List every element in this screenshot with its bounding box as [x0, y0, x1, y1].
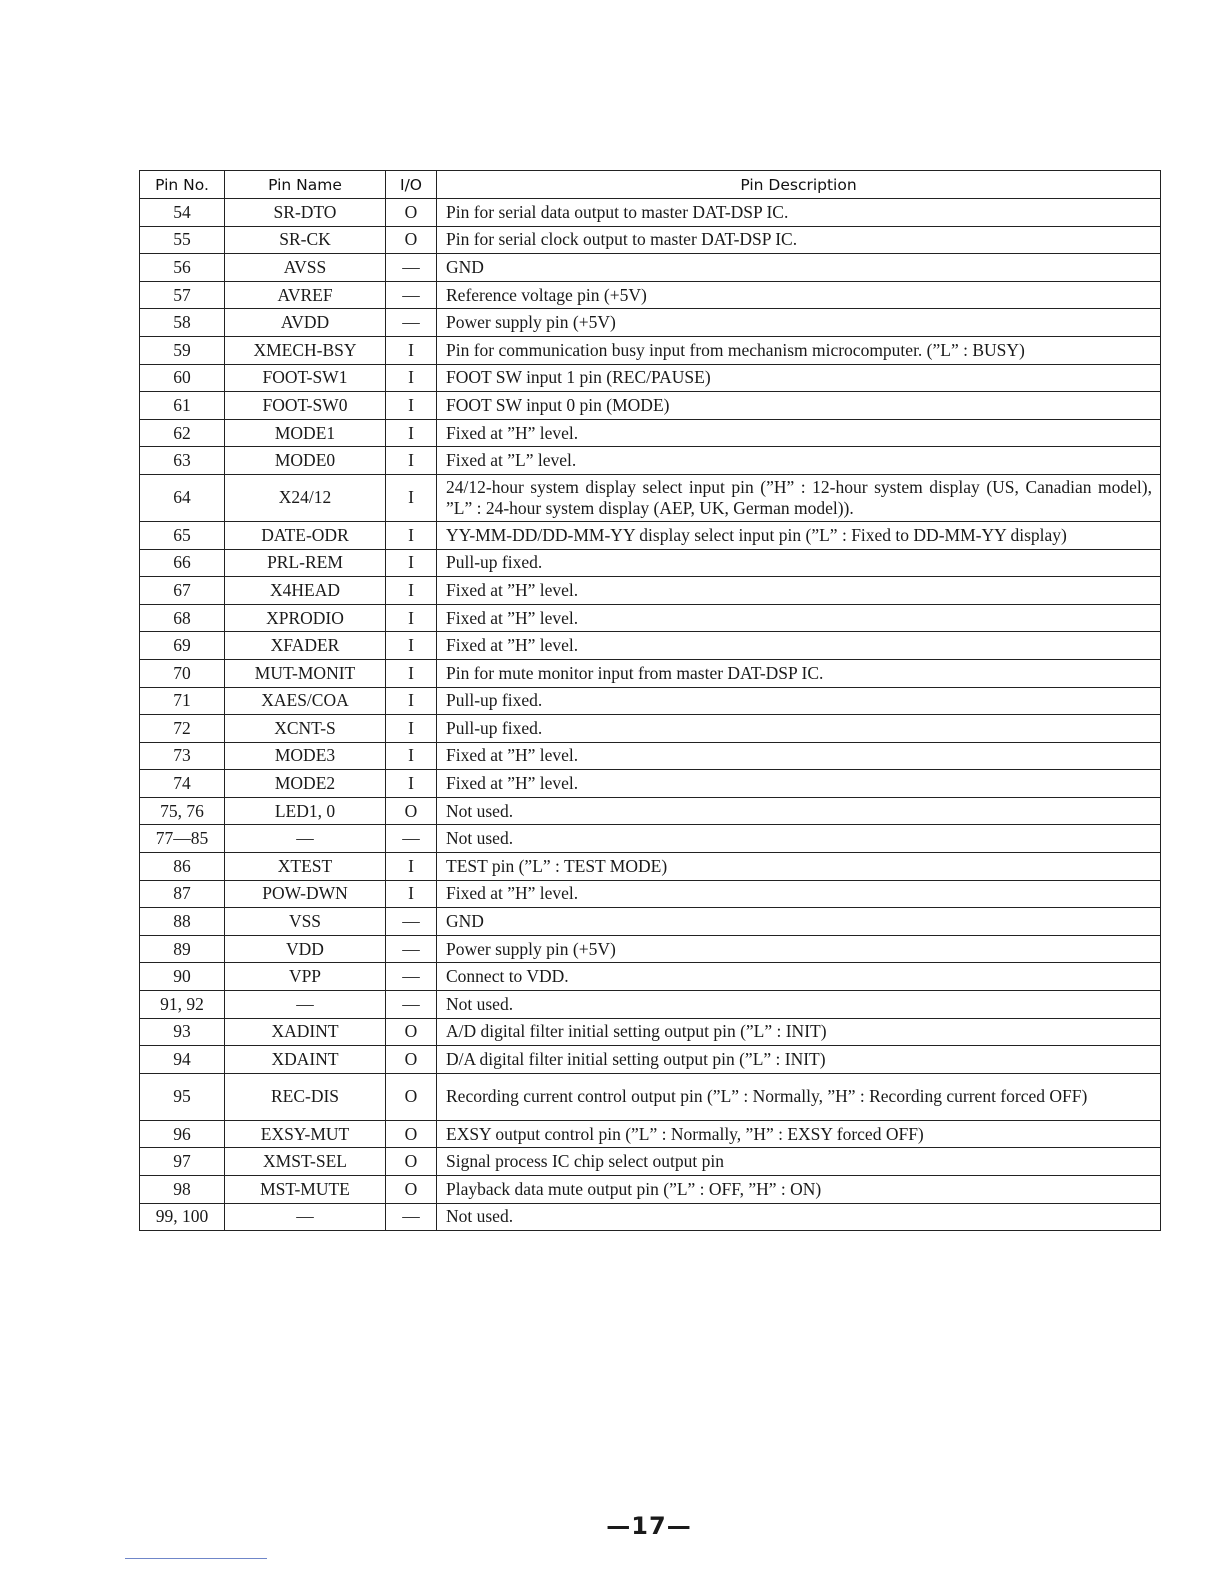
pin-no-cell: 65: [140, 521, 225, 549]
pin-no-cell: 72: [140, 715, 225, 743]
io-cell: I: [386, 364, 437, 392]
io-cell: I: [386, 687, 437, 715]
io-cell: O: [386, 1018, 437, 1046]
pin-no-cell: 91, 92: [140, 991, 225, 1019]
pin-name-cell: XADINT: [225, 1018, 386, 1046]
pin-no-cell: 87: [140, 880, 225, 908]
io-cell: —: [386, 1203, 437, 1231]
io-cell: O: [386, 1120, 437, 1148]
pin-no-cell: 98: [140, 1176, 225, 1204]
table-row: [140, 392, 1161, 420]
pin-no-cell: 67: [140, 577, 225, 605]
pin-no-cell: 99, 100: [140, 1203, 225, 1231]
pin-description-cell: Fixed at ”H” level.: [437, 632, 1161, 660]
table-row: [140, 908, 1161, 936]
pin-name-cell: X4HEAD: [225, 577, 386, 605]
pin-description-cell: Fixed at ”H” level.: [437, 604, 1161, 632]
table-row: [140, 1046, 1161, 1074]
pin-description-cell: D/A digital filter initial setting output pin (”L” : INIT): [437, 1046, 1161, 1074]
pin-name-cell: EXSY-MUT: [225, 1120, 386, 1148]
pin-description-cell: GND: [437, 254, 1161, 282]
pin-no-cell: 86: [140, 853, 225, 881]
io-cell: I: [386, 880, 437, 908]
pin-no-cell: 69: [140, 632, 225, 660]
pin-description-cell: YY-MM-DD/DD-MM-YY display select input pin (”L” : Fixed to DD-MM-YY display): [437, 521, 1161, 549]
pin-name-cell: VDD: [225, 935, 386, 963]
pin-name-cell: XTEST: [225, 853, 386, 881]
pin-name-cell: SR-CK: [225, 226, 386, 254]
pin-no-cell: 64: [140, 474, 225, 521]
table-row: [140, 853, 1161, 881]
table-row: [140, 1176, 1161, 1204]
pin-name-cell: XMECH-BSY: [225, 336, 386, 364]
pin-description-cell: Pin for serial data output to master DAT-DSP IC.: [437, 199, 1161, 227]
table-row: [140, 742, 1161, 770]
pin-name-cell: —: [225, 1203, 386, 1231]
io-cell: I: [386, 770, 437, 798]
pin-no-cell: 56: [140, 254, 225, 282]
io-cell: I: [386, 604, 437, 632]
io-cell: —: [386, 908, 437, 936]
pin-name-cell: AVDD: [225, 309, 386, 337]
pin-no-cell: 66: [140, 549, 225, 577]
pin-description-cell: Fixed at ”H” level.: [437, 880, 1161, 908]
pin-name-cell: MODE3: [225, 742, 386, 770]
pin-name-cell: XFADER: [225, 632, 386, 660]
io-cell: I: [386, 659, 437, 687]
io-cell: I: [386, 549, 437, 577]
header-pin-description: Pin Description: [437, 171, 1161, 199]
io-cell: O: [386, 797, 437, 825]
pin-description-cell: Fixed at ”H” level.: [437, 577, 1161, 605]
table-row: [140, 1148, 1161, 1176]
table-row: [140, 880, 1161, 908]
io-cell: —: [386, 309, 437, 337]
pin-name-cell: MST-MUTE: [225, 1176, 386, 1204]
pin-no-cell: 58: [140, 309, 225, 337]
pin-no-cell: 89: [140, 935, 225, 963]
pin-name-cell: FOOT-SW0: [225, 392, 386, 420]
pin-name-cell: X24/12: [225, 474, 386, 521]
table-row: [140, 226, 1161, 254]
pin-no-cell: 94: [140, 1046, 225, 1074]
pin-no-cell: 96: [140, 1120, 225, 1148]
table-row: [140, 577, 1161, 605]
table-row: [140, 715, 1161, 743]
pin-description-cell: TEST pin (”L” : TEST MODE): [437, 853, 1161, 881]
pin-no-cell: 63: [140, 447, 225, 475]
table-row: [140, 770, 1161, 798]
io-cell: I: [386, 392, 437, 420]
table-row: [140, 281, 1161, 309]
header-pin-name: Pin Name: [225, 171, 386, 199]
pin-name-cell: POW-DWN: [225, 880, 386, 908]
pin-name-cell: MODE2: [225, 770, 386, 798]
table-row: [140, 309, 1161, 337]
io-cell: —: [386, 825, 437, 853]
table-row: [140, 254, 1161, 282]
io-cell: —: [386, 281, 437, 309]
io-cell: O: [386, 226, 437, 254]
io-cell: —: [386, 935, 437, 963]
io-cell: I: [386, 447, 437, 475]
pin-description-cell: Fixed at ”H” level.: [437, 742, 1161, 770]
header-pin-no: Pin No.: [140, 171, 225, 199]
pin-description-cell: Pin for mute monitor input from master DAT-DSP IC.: [437, 659, 1161, 687]
pin-no-cell: 71: [140, 687, 225, 715]
pin-no-cell: 74: [140, 770, 225, 798]
pin-name-cell: LED1, 0: [225, 797, 386, 825]
pin-no-cell: 93: [140, 1018, 225, 1046]
pin-description-cell: Reference voltage pin (+5V): [437, 281, 1161, 309]
pin-description-cell: Fixed at ”H” level.: [437, 419, 1161, 447]
pin-description-cell: Playback data mute output pin (”L” : OFF, ”H” : ON): [437, 1176, 1161, 1204]
pin-no-cell: 95: [140, 1073, 225, 1120]
pin-description-cell: Pull-up fixed.: [437, 549, 1161, 577]
pin-name-cell: —: [225, 825, 386, 853]
table-row: [140, 474, 1161, 521]
bottom-rule: [125, 1558, 267, 1559]
io-cell: —: [386, 991, 437, 1019]
pin-name-cell: MODE0: [225, 447, 386, 475]
pin-no-cell: 75, 76: [140, 797, 225, 825]
pin-name-cell: AVREF: [225, 281, 386, 309]
io-cell: I: [386, 742, 437, 770]
io-cell: O: [386, 1148, 437, 1176]
table-row: [140, 199, 1161, 227]
pin-description-cell: Pull-up fixed.: [437, 715, 1161, 743]
table-row: [140, 447, 1161, 475]
page-number: —17—: [606, 1512, 692, 1540]
pin-name-cell: MODE1: [225, 419, 386, 447]
table-row: [140, 659, 1161, 687]
io-cell: O: [386, 1073, 437, 1120]
table-body: [140, 199, 1161, 1231]
pin-description-cell: Fixed at ”H” level.: [437, 770, 1161, 798]
pin-no-cell: 59: [140, 336, 225, 364]
pin-description-cell: Not used.: [437, 991, 1161, 1019]
io-cell: I: [386, 853, 437, 881]
table-row: [140, 1018, 1161, 1046]
pin-no-cell: 97: [140, 1148, 225, 1176]
pin-description-cell: Pin for serial clock output to master DAT-DSP IC.: [437, 226, 1161, 254]
pin-name-cell: VSS: [225, 908, 386, 936]
table-row: [140, 521, 1161, 549]
header-io: I/O: [386, 171, 437, 199]
pin-no-cell: 55: [140, 226, 225, 254]
pin-description-cell: Recording current control output pin (”L” : Normally, ”H” : Recording current forced OFF): [437, 1073, 1161, 1120]
table-row: [140, 935, 1161, 963]
pin-name-cell: REC-DIS: [225, 1073, 386, 1120]
pin-no-cell: 68: [140, 604, 225, 632]
table-row: [140, 604, 1161, 632]
table-row: [140, 549, 1161, 577]
pin-description-table: [139, 170, 1161, 1231]
io-cell: I: [386, 521, 437, 549]
io-cell: I: [386, 419, 437, 447]
pin-name-cell: XAES/COA: [225, 687, 386, 715]
pin-no-cell: 70: [140, 659, 225, 687]
pin-name-cell: DATE-ODR: [225, 521, 386, 549]
table-row: [140, 632, 1161, 660]
io-cell: I: [386, 336, 437, 364]
pin-name-cell: MUT-MONIT: [225, 659, 386, 687]
pin-description-cell: EXSY output control pin (”L” : Normally, ”H” : EXSY forced OFF): [437, 1120, 1161, 1148]
pin-no-cell: 73: [140, 742, 225, 770]
pin-no-cell: 57: [140, 281, 225, 309]
table-row: [140, 1120, 1161, 1148]
pin-name-cell: VPP: [225, 963, 386, 991]
io-cell: O: [386, 199, 437, 227]
pin-no-cell: 77—85: [140, 825, 225, 853]
pin-name-cell: AVSS: [225, 254, 386, 282]
table-row: [140, 991, 1161, 1019]
pin-name-cell: XMST-SEL: [225, 1148, 386, 1176]
table-row: [140, 687, 1161, 715]
pin-description-cell: FOOT SW input 1 pin (REC/PAUSE): [437, 364, 1161, 392]
pin-no-cell: 88: [140, 908, 225, 936]
pin-no-cell: 62: [140, 419, 225, 447]
pin-description-cell: Not used.: [437, 1203, 1161, 1231]
pin-no-cell: 61: [140, 392, 225, 420]
table-row: [140, 1203, 1161, 1231]
pin-description-cell: Not used.: [437, 825, 1161, 853]
pin-no-cell: 60: [140, 364, 225, 392]
pin-description-cell: Power supply pin (+5V): [437, 309, 1161, 337]
pin-name-cell: XDAINT: [225, 1046, 386, 1074]
pin-no-cell: 54: [140, 199, 225, 227]
table-header-row: [140, 171, 1161, 199]
pin-name-cell: PRL-REM: [225, 549, 386, 577]
pin-description-cell: Fixed at ”L” level.: [437, 447, 1161, 475]
pin-description-cell: Pull-up fixed.: [437, 687, 1161, 715]
io-cell: I: [386, 715, 437, 743]
pin-name-cell: XPRODIO: [225, 604, 386, 632]
pin-description-cell: Pin for communication busy input from mechanism microcomputer. (”L” : BUSY): [437, 336, 1161, 364]
pin-description-cell: FOOT SW input 0 pin (MODE): [437, 392, 1161, 420]
table-row: [140, 336, 1161, 364]
table-row: [140, 1073, 1161, 1120]
pin-description-cell: Connect to VDD.: [437, 963, 1161, 991]
pin-no-cell: 90: [140, 963, 225, 991]
pin-description-cell: Signal process IC chip select output pin: [437, 1148, 1161, 1176]
pin-description-cell: A/D digital filter initial setting output pin (”L” : INIT): [437, 1018, 1161, 1046]
pin-description-cell: Power supply pin (+5V): [437, 935, 1161, 963]
table-row: [140, 364, 1161, 392]
io-cell: —: [386, 963, 437, 991]
table-row: [140, 419, 1161, 447]
io-cell: I: [386, 577, 437, 605]
pin-name-cell: XCNT-S: [225, 715, 386, 743]
table-row: [140, 963, 1161, 991]
io-cell: O: [386, 1176, 437, 1204]
pin-description-cell: Not used.: [437, 797, 1161, 825]
io-cell: I: [386, 632, 437, 660]
table-row: [140, 797, 1161, 825]
io-cell: O: [386, 1046, 437, 1074]
io-cell: —: [386, 254, 437, 282]
pin-name-cell: —: [225, 991, 386, 1019]
io-cell: I: [386, 474, 437, 521]
table-row: [140, 825, 1161, 853]
pin-name-cell: FOOT-SW1: [225, 364, 386, 392]
pin-description-cell: 24/12-hour system display select input pin (”H” : 12-hour system display (US, Canadian model), ”L” : 24-hour system display (AEP, UK, German model)).: [437, 474, 1161, 521]
pin-description-cell: GND: [437, 908, 1161, 936]
pin-name-cell: SR-DTO: [225, 199, 386, 227]
